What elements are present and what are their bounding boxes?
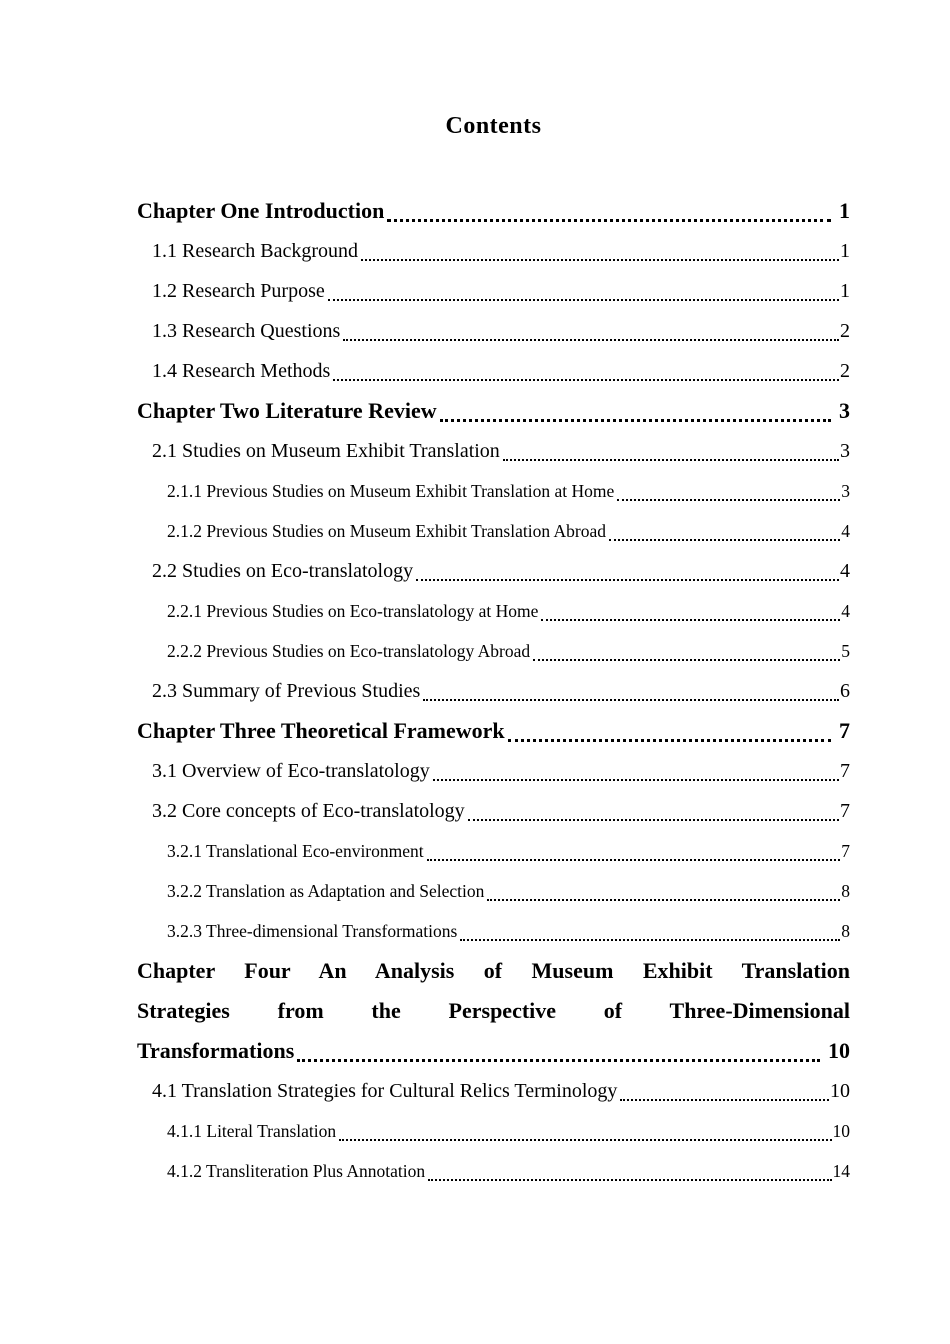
toc-entry bbox=[137, 391, 850, 431]
toc-entry-label: 2.1.2 Previous Studies on Museum Exhibit Translation Abroad bbox=[167, 521, 606, 541]
toc-entry-label: 3.1 Overview of Eco-translatology bbox=[152, 760, 430, 782]
toc-entry-label: 2.3 Summary of Previous Studies bbox=[152, 680, 421, 702]
toc-entry bbox=[137, 271, 850, 311]
dot-leader bbox=[609, 539, 840, 541]
toc-entry-page: 7 bbox=[840, 760, 850, 782]
toc-entry-page: 2 bbox=[840, 320, 850, 342]
page-title: Contents bbox=[445, 113, 542, 139]
toc-entry-label: 2.2.2 Previous Studies on Eco-translatology Abroad bbox=[167, 641, 531, 661]
toc-entry-label: 4.1.2 Transliteration Plus Annotation bbox=[167, 1161, 426, 1181]
dot-leader bbox=[416, 579, 839, 581]
toc-entry-page: 10 bbox=[830, 1080, 850, 1102]
toc-entry-page: 10 bbox=[828, 1038, 850, 1063]
dot-leader bbox=[617, 499, 840, 501]
toc-entry-label: 3.2.2 Translation as Adaptation and Selection bbox=[167, 881, 485, 901]
toc-entry-label: 4.1 Translation Strategies for Cultural Relics Terminology bbox=[152, 1080, 618, 1102]
toc-entry-label: 2.1 Studies on Museum Exhibit Translation bbox=[152, 440, 500, 462]
toc-entry-wrap-line: Strategies from the Perspective of Three-Dimensional bbox=[137, 998, 850, 1023]
toc-entry-label: Chapter Two Literature Review bbox=[137, 398, 437, 423]
toc-entry-page: 3 bbox=[841, 481, 850, 501]
toc-entry-label: 1.1 Research Background bbox=[152, 240, 359, 262]
toc-entry bbox=[137, 311, 850, 351]
dot-leader bbox=[440, 419, 831, 422]
toc-entry-page: 1 bbox=[840, 240, 850, 262]
toc-entry-page: 4 bbox=[841, 521, 850, 541]
dot-leader bbox=[433, 779, 839, 781]
toc-entry bbox=[137, 551, 850, 591]
toc-entry bbox=[137, 631, 850, 671]
toc-entry-page: 3 bbox=[839, 398, 850, 423]
dot-leader bbox=[533, 659, 840, 661]
toc-entry-page: 4 bbox=[840, 560, 850, 582]
toc-entry-page: 6 bbox=[840, 680, 850, 702]
dot-leader bbox=[333, 379, 839, 381]
toc-entry-page: 4 bbox=[841, 601, 850, 621]
toc-entry-label: 2.2.1 Previous Studies on Eco-translatology at Home bbox=[167, 601, 539, 621]
dot-leader bbox=[328, 299, 839, 301]
toc-entry-label: 3.2.1 Translational Eco-environment bbox=[167, 841, 424, 861]
toc-entry bbox=[137, 511, 850, 551]
toc-entry-label: 1.4 Research Methods bbox=[152, 360, 331, 382]
toc-entry-label: Transformations bbox=[137, 1038, 295, 1063]
dot-leader bbox=[423, 699, 839, 701]
toc-entry bbox=[137, 711, 850, 751]
toc-entry-label: 4.1.1 Literal Translation bbox=[167, 1121, 337, 1141]
toc-entry bbox=[137, 1151, 850, 1191]
toc-entry-page: 7 bbox=[841, 841, 850, 861]
dot-leader bbox=[460, 939, 840, 941]
toc-entry-page: 1 bbox=[840, 280, 850, 302]
toc-entry-label: 1.3 Research Questions bbox=[152, 320, 341, 342]
dot-leader bbox=[508, 739, 831, 742]
toc-entry-label: 1.2 Research Purpose bbox=[152, 280, 325, 302]
toc-entry-page: 3 bbox=[840, 440, 850, 462]
toc-entry bbox=[137, 831, 850, 871]
toc-entry bbox=[137, 871, 850, 911]
dot-leader bbox=[487, 899, 840, 901]
toc-entry bbox=[137, 231, 850, 271]
toc-entry-page: 7 bbox=[840, 800, 850, 822]
dot-leader bbox=[427, 859, 841, 861]
toc-entry-page: 1 bbox=[839, 198, 850, 223]
dot-leader bbox=[428, 1179, 831, 1181]
toc-entry-page: 8 bbox=[841, 881, 850, 901]
dot-leader bbox=[343, 339, 839, 341]
toc-entry bbox=[137, 591, 850, 631]
dot-leader bbox=[620, 1099, 829, 1101]
toc-entry bbox=[137, 1071, 850, 1111]
toc-entry bbox=[137, 911, 850, 951]
dot-leader bbox=[503, 459, 839, 461]
toc-entry bbox=[137, 1031, 850, 1071]
toc-entry-page: 10 bbox=[832, 1121, 850, 1141]
toc-entry bbox=[137, 471, 850, 511]
toc-entry-page: 5 bbox=[841, 641, 850, 661]
toc-entry-label: Chapter One Introduction bbox=[137, 198, 385, 223]
toc-entry bbox=[137, 191, 850, 231]
dot-leader bbox=[297, 1059, 820, 1062]
toc-entry-label: 2.2 Studies on Eco-translatology bbox=[152, 560, 414, 582]
toc-entry-page: 2 bbox=[840, 360, 850, 382]
toc-entry bbox=[137, 1111, 850, 1151]
dot-leader bbox=[361, 259, 839, 261]
toc-entry-label: 2.1.1 Previous Studies on Museum Exhibit Translation at Home bbox=[167, 481, 615, 501]
dot-leader bbox=[387, 219, 831, 222]
toc-entry-page: 14 bbox=[832, 1161, 850, 1181]
toc-entry bbox=[137, 431, 850, 471]
dot-leader bbox=[339, 1139, 831, 1141]
toc-entry bbox=[137, 791, 850, 831]
toc-entry bbox=[137, 351, 850, 391]
toc-entry-label: 3.2 Core concepts of Eco-translatology bbox=[152, 800, 465, 822]
toc-entry-page: 8 bbox=[841, 921, 850, 941]
dot-leader bbox=[541, 619, 840, 621]
toc-entry bbox=[137, 751, 850, 791]
toc-entry-wrap-line: Chapter Four An Analysis of Museum Exhibit Translation bbox=[137, 958, 850, 983]
toc-entry-label: Chapter Three Theoretical Framework bbox=[137, 718, 505, 743]
dot-leader bbox=[468, 819, 839, 821]
toc-list bbox=[137, 191, 850, 1191]
toc-entry-label: 3.2.3 Three-dimensional Transformations bbox=[167, 921, 458, 941]
toc-entry bbox=[137, 671, 850, 711]
toc-entry-page: 7 bbox=[839, 718, 850, 743]
